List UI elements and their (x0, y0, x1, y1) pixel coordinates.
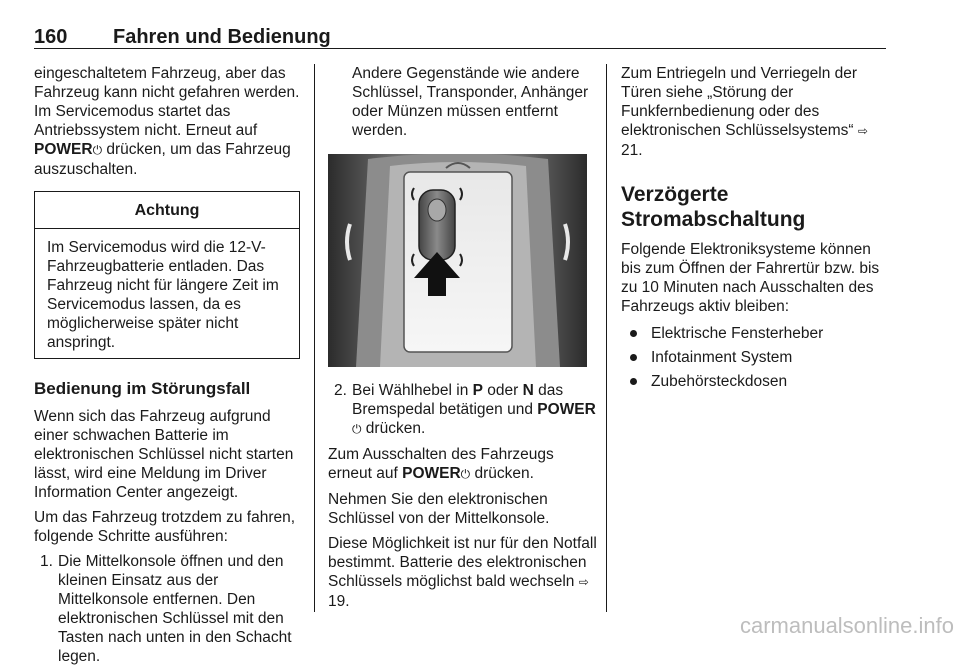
bold-term: P (472, 382, 483, 399)
warning-text: Im Servicemodus wird die 12-V-Fahrzeugbatterie entladen. Das Fahrzeug nicht für längere Zeit im Servicemodus lassen, da es möglicherweise später nicht anspringt. (47, 239, 279, 351)
column-1 (34, 64, 300, 672)
power-icon: ⏻ (352, 422, 362, 436)
step-1-continued: Andere Gegenstände wie andere Schlüssel, Transponder, Anhänger oder Münzen müssen entfernt werden. (352, 65, 589, 139)
step-2-number: 2. (334, 382, 347, 399)
list-item-text: Infotainment System (651, 349, 793, 366)
page-reference-icon: ⇨ (578, 575, 589, 589)
text-segment: 19. (328, 593, 350, 610)
page-title: Fahren und Bedienung (113, 26, 331, 48)
page-reference-icon: ⇨ (857, 124, 868, 138)
power-icon: ⏻ (460, 467, 471, 481)
bold-term: N (522, 382, 534, 399)
paragraph-battery: Wenn sich das Fahrzeug aufgrund einer schwachen Batterie im elektronischen Schlüssel nicht starten lässt, wird eine Meldung im Driver Information Center angezeigt. (34, 408, 294, 501)
text-segment: Bei Wählhebel in (352, 382, 473, 399)
paragraph-emergency-note (328, 534, 598, 611)
column-2 (328, 64, 598, 617)
section-heading-delayed-power: Verzögerte Stromabschaltung (621, 183, 806, 231)
text-segment: 21. (621, 142, 643, 159)
console-key-figure-svg (328, 154, 587, 367)
column-divider (314, 64, 315, 612)
bold-term: POWER (537, 401, 596, 418)
watermark: carmanualsonline.info (739, 613, 954, 638)
warning-title: Achtung (35, 192, 299, 229)
text-segment: Diese Möglichkeit ist nur für den Notfall bestimmt. Batterie des elektronischen Schlüssels möglichst bald wechseln (328, 535, 597, 590)
step-1 (34, 552, 300, 666)
text-segment: Zum Ausschalten des Fahrzeugs erneut auf (328, 446, 554, 482)
list-item-text: Elektrische Fensterheber (651, 325, 824, 342)
column-divider (606, 64, 607, 612)
power-icon: ⏻ (92, 143, 103, 157)
step-1-text: Die Mittelkonsole öffnen und den kleinen Einsatz aus der Mittelkonsole entfernen. Den elektronischen Schlüssel mit den Tasten nach unten in den Schacht legen. (58, 553, 292, 665)
list-item-text: Zubehörsteckdosen (651, 373, 788, 390)
list-item (621, 348, 887, 367)
text-segment: drücken. (470, 465, 534, 482)
bullet-icon (630, 378, 637, 385)
text-segment: Zum Entriegeln und Verriegeln der Türen siehe „Störung der Funkfernbedienung oder des elektronischen Schlüsselsystems“ (621, 65, 858, 139)
header-rule (34, 48, 886, 49)
text-segment: eingeschaltetem Fahrzeug, aber das Fahrzeug kann nicht gefahren werden. Im Servicemodus startet das Antriebssystem nicht. Erneut auf (34, 65, 300, 139)
list-item (621, 372, 887, 391)
step-1-number: 1. (40, 553, 53, 570)
bold-term: POWER (402, 465, 461, 482)
text-segment: drücken. (361, 420, 426, 437)
list-item (621, 324, 887, 343)
warning-box (34, 191, 300, 359)
paragraph-unlock-reference (621, 64, 887, 160)
paragraph-switch-off (328, 445, 598, 484)
text-segment: das Bremspedal betätigen und (352, 382, 564, 418)
text-segment: oder (482, 382, 523, 399)
step-2 (328, 381, 598, 439)
bullet-icon (630, 330, 637, 337)
paragraph-steps-intro: Um das Fahrzeug trotzdem zu fahren, folgende Schritte ausführen: (34, 509, 296, 545)
paragraph-delayed-power: Folgende Elektroniksysteme können bis zum Öffnen der Fahrertür bzw. bis zu 10 Minuten nach Ausschalten des Fahrzeugs aktiv bleiben: (621, 241, 880, 315)
text-segment: drücken, um das Fahrzeug auszuschalten. (34, 141, 291, 178)
paragraph-remove-key: Nehmen Sie den elektronischen Schlüssel von der Mittelkonsole. (328, 491, 550, 527)
bullet-list (621, 324, 887, 391)
step-2-text (352, 382, 596, 437)
bold-term: POWER (34, 141, 93, 158)
page-number: 160 (34, 26, 68, 48)
column-3 (621, 64, 887, 396)
console-key-illustration (328, 154, 587, 367)
section-heading: Bedienung im Störungsfall (34, 379, 251, 398)
bullet-icon (630, 354, 637, 361)
intro-paragraph (34, 64, 300, 179)
